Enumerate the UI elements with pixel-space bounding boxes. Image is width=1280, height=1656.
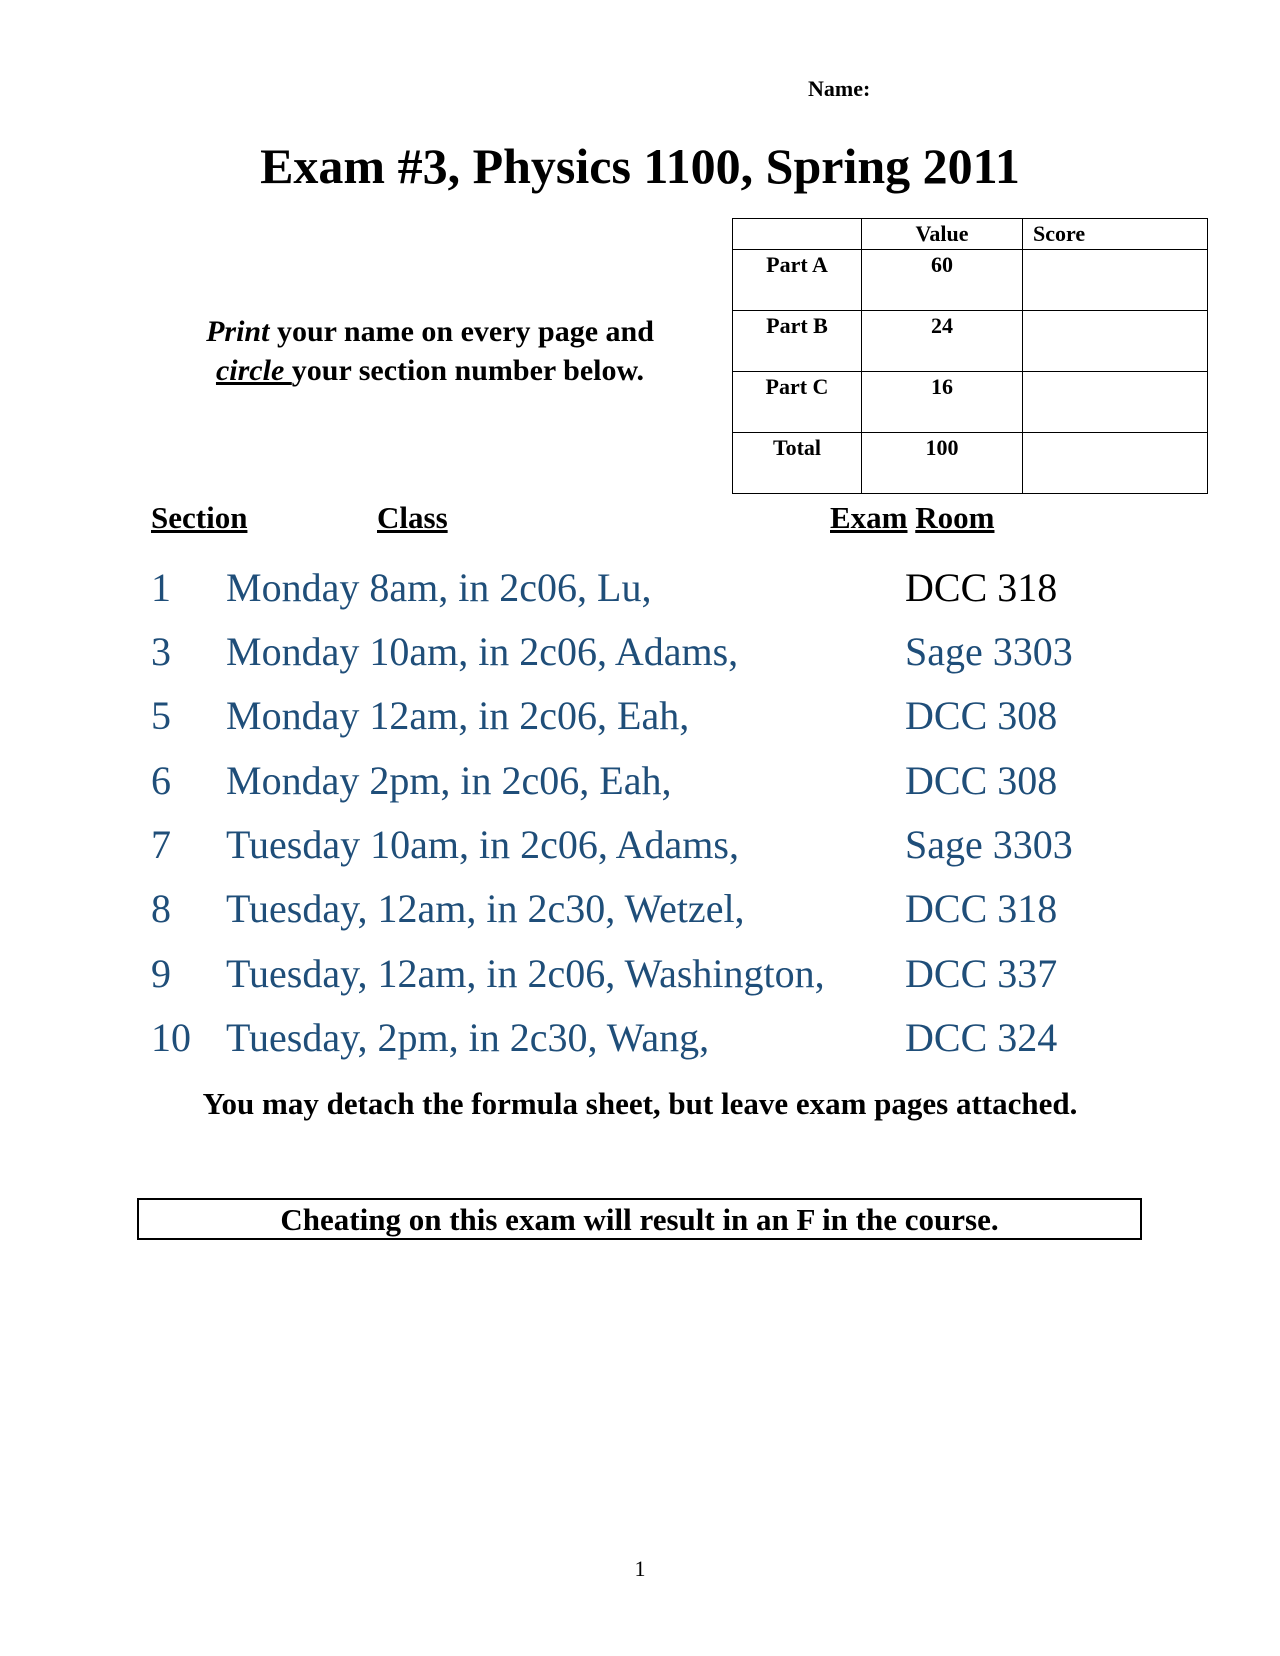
instruction-line-2-rest: your section number below. bbox=[291, 354, 645, 387]
section-number[interactable]: 5 bbox=[151, 693, 171, 738]
score-part-label: Part B bbox=[733, 311, 862, 372]
instructions bbox=[150, 312, 710, 390]
section-row[interactable] bbox=[151, 749, 1151, 813]
section-row[interactable] bbox=[151, 942, 1151, 1006]
instruction-line-1 bbox=[150, 312, 710, 351]
score-part-value: 60 bbox=[862, 250, 1023, 311]
score-table-header-row bbox=[733, 219, 1208, 250]
room-word: Room bbox=[915, 500, 995, 535]
section-number[interactable]: 7 bbox=[151, 822, 171, 867]
exam-word: Exam bbox=[830, 500, 908, 535]
score-part-label: Total bbox=[733, 433, 862, 494]
section-row[interactable] bbox=[151, 813, 1151, 877]
section-room: DCC 337 bbox=[905, 951, 1058, 996]
score-table-row bbox=[733, 311, 1208, 372]
section-room: Sage 3303 bbox=[905, 629, 1073, 674]
cheating-warning-box: Cheating on this exam will result in an F in the course. bbox=[137, 1198, 1142, 1240]
class-column-header: Class bbox=[377, 500, 448, 535]
section-room: DCC 318 bbox=[905, 565, 1058, 610]
section-number[interactable]: 9 bbox=[151, 951, 171, 996]
score-table-header-score: Score bbox=[1023, 219, 1208, 250]
section-column-header: Section bbox=[151, 500, 248, 535]
score-part-value: 24 bbox=[862, 311, 1023, 372]
circle-word: circle bbox=[215, 354, 292, 387]
section-number[interactable]: 8 bbox=[151, 886, 171, 931]
section-number[interactable]: 6 bbox=[151, 758, 171, 803]
score-table bbox=[732, 218, 1208, 494]
section-row[interactable] bbox=[151, 1006, 1151, 1070]
section-class: Monday 2pm, in 2c06, Eah, bbox=[226, 758, 672, 803]
section-class: Tuesday 10am, in 2c06, Adams, bbox=[226, 822, 739, 867]
page-number: 1 bbox=[634, 1556, 646, 1581]
section-number[interactable]: 3 bbox=[151, 629, 171, 674]
section-row[interactable] bbox=[151, 877, 1151, 941]
score-table-row bbox=[733, 250, 1208, 311]
section-class: Monday 10am, in 2c06, Adams, bbox=[226, 629, 739, 674]
score-part-score-cell[interactable] bbox=[1023, 250, 1208, 311]
score-part-label: Part A bbox=[733, 250, 862, 311]
score-part-score-cell[interactable] bbox=[1023, 372, 1208, 433]
section-class: Tuesday, 12am, in 2c30, Wetzel, bbox=[226, 886, 745, 931]
section-room: Sage 3303 bbox=[905, 822, 1073, 867]
section-room: DCC 318 bbox=[905, 886, 1058, 931]
section-room: DCC 308 bbox=[905, 693, 1058, 738]
section-class: Tuesday, 12am, in 2c06, Washington, bbox=[226, 951, 825, 996]
score-table-header-blank bbox=[733, 219, 862, 250]
score-part-label: Part C bbox=[733, 372, 862, 433]
score-part-score-cell[interactable] bbox=[1023, 311, 1208, 372]
section-row[interactable] bbox=[151, 556, 1151, 620]
exam-title: Exam #3, Physics 1100, Spring 2011 bbox=[260, 138, 1020, 194]
section-row[interactable] bbox=[151, 684, 1151, 748]
score-table-row bbox=[733, 433, 1208, 494]
score-part-value: 100 bbox=[862, 433, 1023, 494]
instruction-line-2 bbox=[150, 351, 710, 390]
section-class: Monday 12am, in 2c06, Eah, bbox=[226, 693, 690, 738]
score-table-header-value: Value bbox=[862, 219, 1023, 250]
score-table-row bbox=[733, 372, 1208, 433]
detach-note: You may detach the formula sheet, but leave exam pages attached. bbox=[202, 1086, 1078, 1121]
name-label: Name: bbox=[808, 76, 871, 101]
instruction-line-1-rest: your name on every page and bbox=[269, 315, 654, 348]
section-class: Monday 8am, in 2c06, Lu, bbox=[226, 565, 652, 610]
section-row[interactable] bbox=[151, 620, 1151, 684]
print-word: Print bbox=[206, 315, 270, 348]
section-class: Tuesday, 2pm, in 2c30, Wang, bbox=[226, 1015, 710, 1060]
section-room: DCC 324 bbox=[905, 1015, 1058, 1060]
score-part-value: 16 bbox=[862, 372, 1023, 433]
section-room: DCC 308 bbox=[905, 758, 1058, 803]
section-number[interactable]: 1 bbox=[151, 565, 171, 610]
section-number[interactable]: 10 bbox=[151, 1015, 191, 1060]
score-part-score-cell[interactable] bbox=[1023, 433, 1208, 494]
exam-room-column-header bbox=[830, 500, 994, 536]
